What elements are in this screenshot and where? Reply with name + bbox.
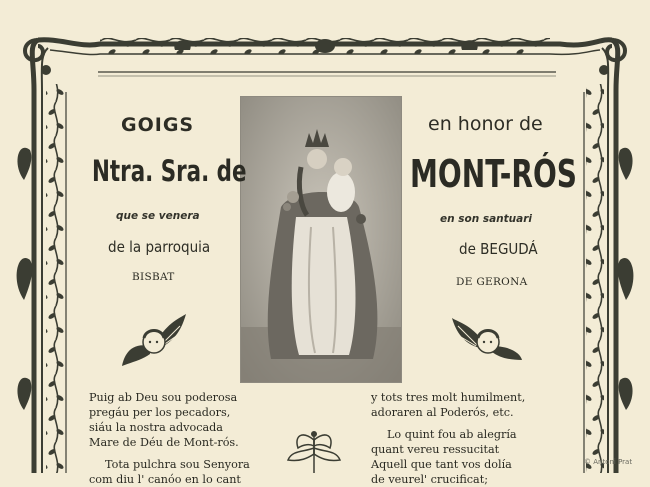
lily-flower-icon	[284, 426, 344, 473]
virgin-statue-icon	[241, 97, 402, 383]
location-left: de la parroquia	[108, 238, 211, 256]
verse-line: pregáu per los pecadors,	[89, 406, 231, 419]
verse-line: de veurel' crucificat;	[371, 473, 488, 486]
verse-line: Aquell que tant vos dolía	[371, 458, 512, 471]
verse-line: siáu la nostra advocada	[89, 421, 223, 434]
goigs-heading: GOIGS	[121, 114, 195, 136]
honor-heading: en honor de	[428, 113, 543, 135]
verse-line: quant vereu ressucitat	[371, 443, 500, 456]
cherub-left-icon	[120, 312, 188, 370]
verse-left	[89, 390, 250, 487]
verse-line: Lo quint fou ab alegría	[387, 428, 517, 441]
title-right: MONT-RÓS	[410, 152, 577, 196]
credit-watermark: © Antoni Prat	[584, 458, 633, 466]
cherub-right-icon	[450, 316, 524, 364]
diocese-right: DE GERONA	[456, 276, 528, 288]
title-left: Ntra. Sra. de	[92, 154, 247, 188]
location-right: de BEGUDÁ	[459, 240, 538, 258]
verse-right	[371, 390, 525, 487]
subtitle-right: en son santuari	[440, 213, 533, 225]
verse-line: Puig ab Deu sou poderosa	[89, 391, 238, 404]
verse-line: adoraren al Poderós, etc.	[371, 406, 514, 419]
verse-line: y tots tres molt humilment,	[371, 391, 526, 404]
verse-line: Tota pulchra sou Senyora	[105, 458, 250, 471]
virgin-photo	[240, 96, 402, 383]
diocese-left: BISBAT	[132, 271, 175, 283]
verse-line: Mare de Déu de Mont-rós.	[89, 436, 239, 449]
verse-line: com diu l' canóo en lo cant	[89, 473, 241, 486]
subtitle-left: que se venera	[116, 210, 200, 222]
